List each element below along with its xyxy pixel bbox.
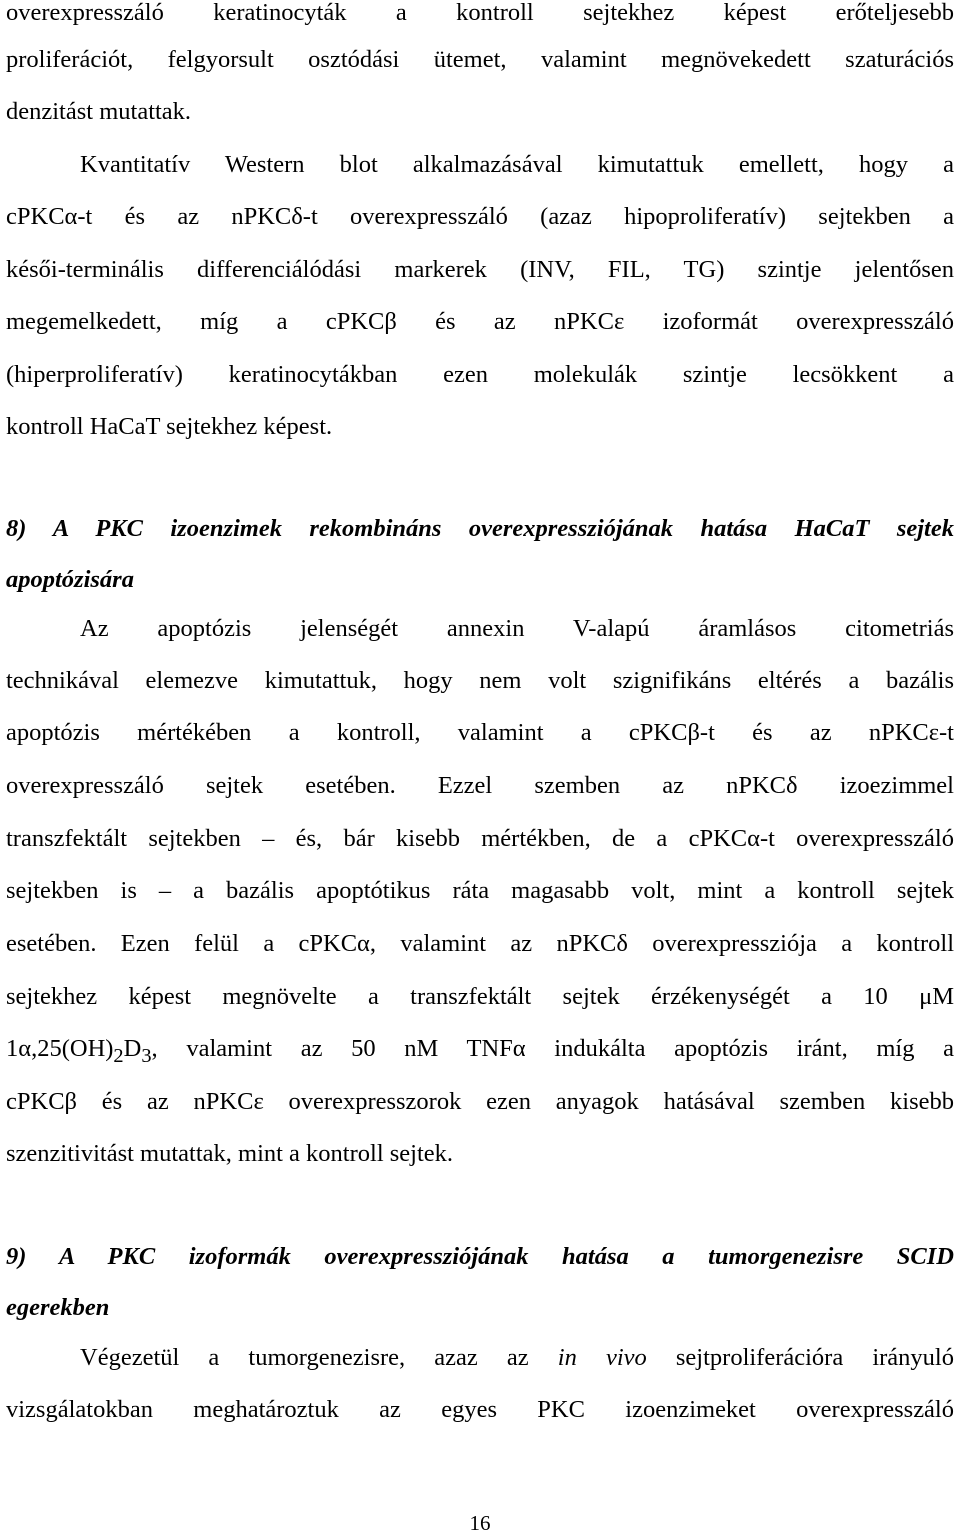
formula-text: D	[123, 1035, 142, 1062]
section-heading: 8) A PKC izoenzimek rekombináns overexpressziójának hatása HaCaT sejtek	[6, 515, 954, 542]
body-text-line: cPKCβ és az nPKCε overexpresszorok ezen anyagok hatásával szemben kisebb	[6, 1088, 954, 1115]
section-heading: egerekben	[6, 1294, 110, 1321]
body-text-line: overexpresszáló keratinocyták a kontroll sejtekhez képest erőteljesebb	[6, 0, 954, 26]
body-text-line: esetében. Ezen felül a cPKCα, valamint az nPKCδ overexpressziója a kontroll	[6, 930, 954, 957]
section-heading: apoptózisára	[6, 566, 134, 593]
formula-line	[6, 1032, 954, 1066]
body-text-line: kontroll HaCaT sejtekhez képest.	[6, 413, 333, 440]
body-text-line: vizsgálatokban meghatároztuk az egyes PKC izoenzimeket overexpresszáló	[6, 1396, 954, 1423]
body-text-line: Kvantitatív Western blot alkalmazásával kimutattuk emellett, hogy a	[80, 151, 954, 178]
body-text-line: megemelkedett, míg a cPKCβ és az nPKCε izoformát overexpresszáló	[6, 308, 954, 335]
body-text: sejtproliferációra irányuló	[646, 1344, 954, 1371]
formula-subscript: 3	[141, 1044, 152, 1067]
body-text-line	[80, 1341, 954, 1375]
body-text-line: szenzitivitást mutattak, mint a kontroll sejtek.	[6, 1140, 454, 1167]
body-text-line: proliferációt, felgyorsult osztódási ütemet, valamint megnövekedett szaturációs	[6, 46, 954, 73]
body-text-line: sejtekben is – a bazális apoptótikus ráta magasabb volt, mint a kontroll sejtek	[6, 877, 954, 904]
body-text: Végezetül a tumorgenezisre, azaz az	[80, 1344, 558, 1371]
formula-text: , valamint az 50 nM TNFα indukálta apoptózis iránt, míg a	[151, 1035, 954, 1062]
body-text-line: késői-terminális differenciálódási markerek (INV, FIL, TG) szintje jelentősen	[6, 256, 954, 283]
body-text-line: apoptózis mértékében a kontroll, valamint a cPKCβ-t és az nPKCε-t	[6, 719, 954, 746]
body-text-line: (hiperproliferatív) keratinocytákban ezen molekulák szintje lecsökkent a	[6, 361, 954, 388]
body-text-line: technikával elemezve kimutattuk, hogy nem volt szignifikáns eltérés a bazális	[6, 667, 954, 694]
body-text-line: sejtekhez képest megnövelte a transzfektált sejtek érzékenységét a 10 μM	[6, 983, 954, 1010]
body-text-line: overexpresszáló sejtek esetében. Ezzel szemben az nPKCδ izoezimmel	[6, 772, 954, 799]
body-text-line: Az apoptózis jelenségét annexin V-alapú áramlásos citometriás	[80, 615, 954, 642]
body-text-line: transzfektált sejtekben – és, bár kisebb mértékben, de a cPKCα-t overexpresszáló	[6, 825, 954, 852]
body-text-line: cPKCα-t és az nPKCδ-t overexpresszáló (azaz hipoproliferatív) sejtekben a	[6, 203, 954, 230]
italic-term: in vivo	[557, 1344, 647, 1371]
body-text-line: denzitást mutattak.	[6, 98, 192, 125]
section-heading: 9) A PKC izoformák overexpressziójának hatása a tumorgenezisre SCID	[6, 1243, 954, 1270]
page-number: 16	[469, 1511, 491, 1535]
formula-text: 1α,25(OH)	[6, 1035, 114, 1062]
formula-subscript: 2	[113, 1044, 124, 1067]
